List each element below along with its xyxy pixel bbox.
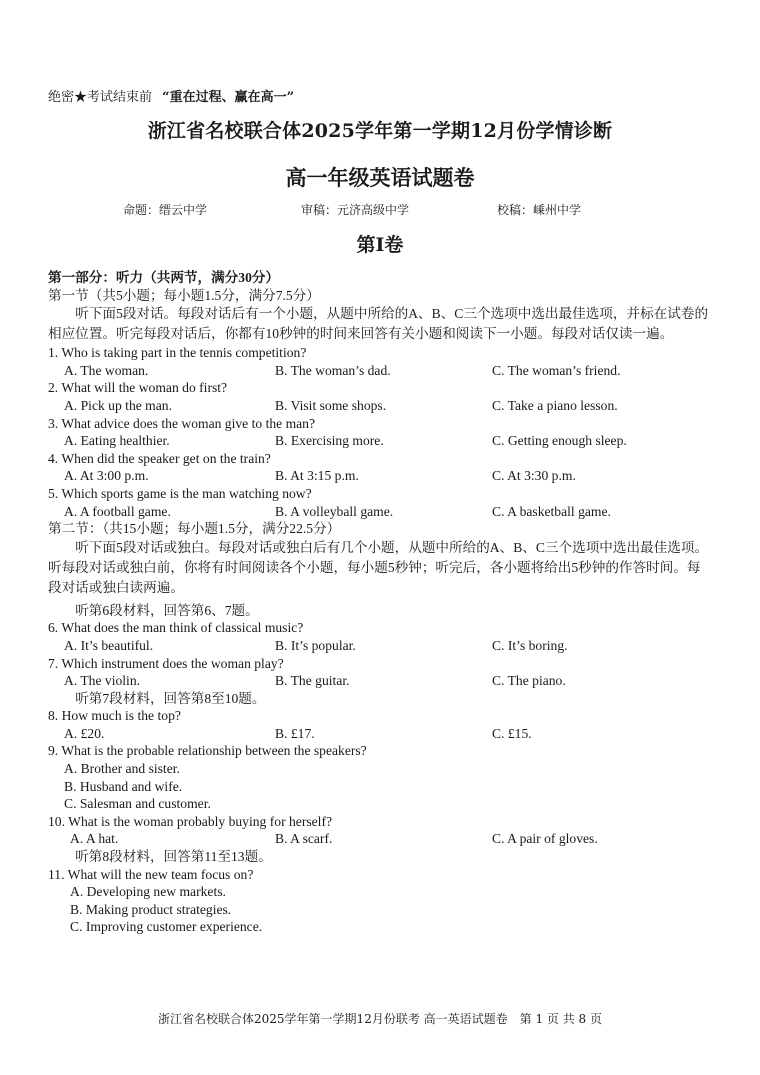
option-b: B. Making product strategies. — [70, 901, 232, 917]
option-b: B. Exercising more. — [275, 433, 384, 449]
option-a: A. Eating healthier. — [64, 433, 170, 449]
section1-instructions: 听下面5段对话。每段对话后有一个小题，从题中所给的A、B、C三个选项中选出最佳选项，并标在试卷的相应位置。听完每段对话后，你都有10秒钟的时间来回答有关小题和阅读下一小题。每段对话仅读一遍。 — [48, 306, 709, 342]
option-c: C. Take a piano lesson. — [492, 397, 618, 413]
reviewer-credit: 审稿：元济高级中学 — [301, 203, 410, 217]
option-c: C. At 3:30 p.m. — [492, 468, 576, 484]
question-1: 1. Who is taking part in the tennis competition? — [48, 345, 307, 361]
part1-title: 第一部分：听力（共两节，满分30分） — [48, 270, 280, 285]
page-footer: 浙江省名校联合体2025学年第一学期12月份联考 高一英语试题卷 第 1 页 共 8 页 — [158, 1012, 602, 1026]
option-b: B. £17. — [275, 725, 315, 741]
option-b: B. At 3:15 p.m. — [275, 468, 359, 484]
option-a: A. The woman. — [64, 362, 149, 378]
option-c: C. The woman’s friend. — [492, 362, 621, 378]
question-3: 3. What advice does the woman give to the man? — [48, 415, 316, 431]
question-10: 10. What is the woman probably buying for herself? — [48, 813, 333, 829]
option-b: B. The guitar. — [275, 673, 350, 689]
question-2: 2. What will the woman do first? — [48, 380, 228, 396]
option-c: C. Improving customer experience. — [70, 919, 263, 935]
option-b: B. The woman’s dad. — [275, 362, 391, 378]
question-11: 11. What will the new team focus on? — [48, 866, 254, 882]
material-8-note: 听第8段材料，回答第11至13题。 — [75, 849, 272, 865]
proofreader-credit: 校稿：嵊州中学 — [497, 203, 582, 217]
option-b: B. A scarf. — [275, 831, 333, 847]
options-row-7 — [48, 672, 713, 690]
options-row-2 — [48, 397, 713, 415]
option-c: C. £15. — [492, 725, 532, 741]
section1-title: 第一节（共5小题；每小题1.5分，满分7.5分） — [48, 287, 320, 303]
option-a: A. The violin. — [64, 673, 141, 689]
question-6: 6. What does the man think of classical music? — [48, 620, 304, 636]
option-c: C. Getting enough sleep. — [492, 433, 627, 449]
option-b: B. A volleyball game. — [275, 503, 394, 519]
question-5: 5. Which sports game is the man watching now? — [48, 485, 312, 501]
option-a: A. At 3:00 p.m. — [64, 468, 149, 484]
secret-label: 绝密★考试结束前 — [48, 90, 153, 105]
option-c: C. A pair of gloves. — [492, 831, 598, 847]
option-c: C. The piano. — [492, 673, 566, 689]
options-row-8 — [48, 725, 713, 743]
listening-section — [48, 269, 713, 936]
top-line — [48, 86, 294, 105]
question-9: 9. What is the probable relationship between the speakers? — [48, 743, 367, 759]
option-a: A. A football game. — [64, 503, 171, 519]
question-4: 4. When did the speaker get on the train? — [48, 450, 271, 466]
option-b: B. It’s popular. — [275, 637, 356, 653]
options-row-6 — [48, 637, 713, 655]
exam-subtitle: 高一年级英语试题卷 — [285, 165, 475, 190]
option-a: A. £20. — [64, 725, 105, 741]
question-8: 8. How much is the top? — [48, 708, 181, 724]
options-row-5 — [48, 503, 713, 521]
option-a: A. A hat. — [70, 831, 119, 847]
option-c: C. Salesman and customer. — [64, 796, 211, 812]
option-a: A. Pick up the man. — [64, 397, 172, 413]
option-b: B. Visit some shops. — [275, 397, 387, 413]
option-b: B. Husband and wife. — [64, 778, 183, 794]
material-7-note: 听第7段材料，回答第8至10题。 — [75, 690, 266, 706]
question-7: 7. Which instrument does the woman play? — [48, 655, 284, 671]
option-a: A. Developing new markets. — [70, 884, 226, 900]
option-a: A. It’s beautiful. — [64, 637, 154, 653]
option-c: C. A basketball game. — [492, 503, 611, 519]
option-c: C. It’s boring. — [492, 637, 568, 653]
material-6-note: 听第6段材料，回答第6、7题。 — [75, 602, 259, 618]
setter-credit: 命题：缙云中学 — [123, 203, 208, 217]
exam-title: 浙江省名校联合体2025学年第一学期12月份学情诊断 — [147, 120, 613, 142]
section2-title: 第二节：（共15小题；每小题1.5分，满分22.5分） — [48, 521, 341, 537]
options-row-10 — [48, 830, 713, 848]
options-row-4 — [48, 467, 713, 485]
slogan: “重在过程、赢在高一” — [162, 90, 295, 105]
volume-title: 第Ⅰ卷 — [356, 234, 404, 256]
option-a: A. Brother and sister. — [64, 761, 180, 777]
section2-instructions: 听下面5段对话或独白。每段对话或独白后有几个小题，从题中所给的A、B、C三个选项中选出最佳选项。听每段对话或独白前，你将有时间阅读各个小题，每小题5秒钟；听完后，各小题将给出5秒钟的作答时间。每段对话或独白读两遍。 — [48, 539, 709, 595]
options-row-1 — [48, 362, 713, 380]
options-row-3 — [48, 432, 713, 450]
